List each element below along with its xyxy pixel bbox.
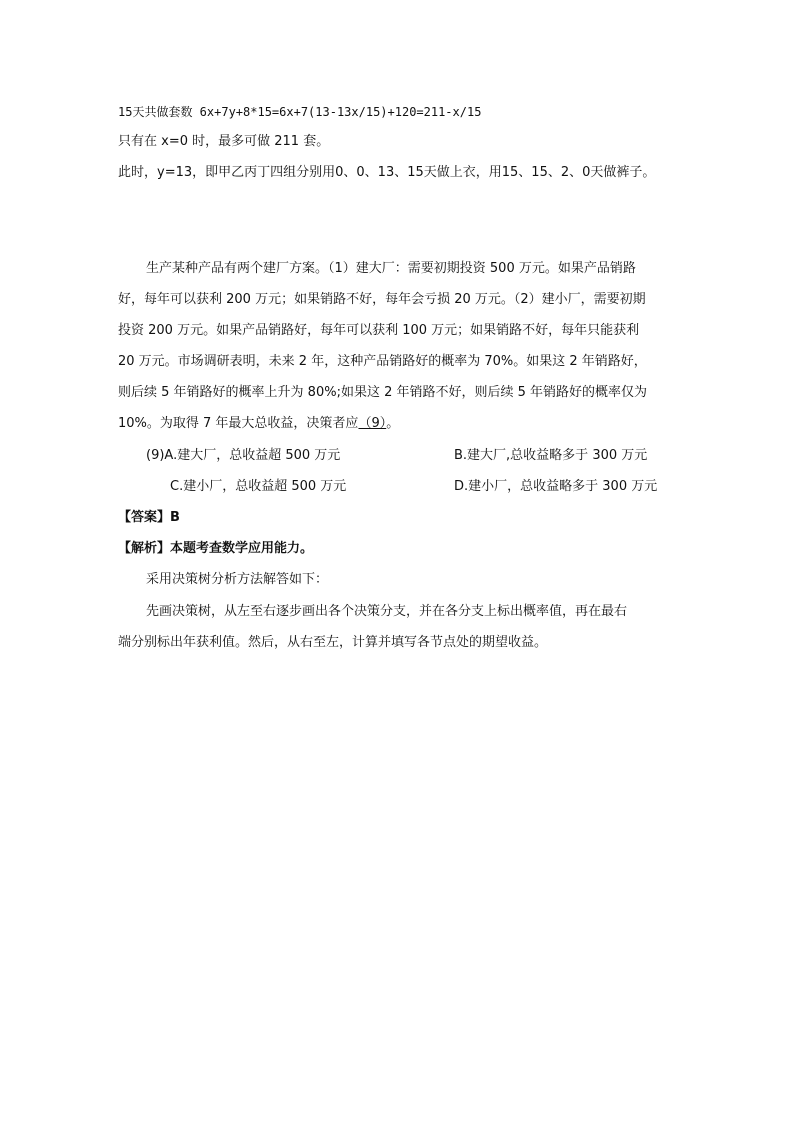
answer-value: B xyxy=(170,510,180,525)
answer-line xyxy=(118,509,180,527)
solution-line-3: 此时，y=13，即甲乙丙丁四组分别用0、0、13、15天做上衣，用15、15、2、0天做裤子。 xyxy=(118,165,656,180)
problem-line-3: 投资 200 万元。如果产品销路好，每年可以获利 100 万元；如果销路不好，每年只能获利 xyxy=(118,323,640,338)
option-b: B.建大厂,总收益略多于 300 万元 xyxy=(454,448,648,463)
solution-line-1: 15天共做套数 6x+7y+8*15=6x+7(13-13x/15)+120=211-x/15 xyxy=(118,105,482,119)
option-d: D.建小厂，总收益略多于 300 万元 xyxy=(454,479,658,494)
analysis-label: 【解析】 xyxy=(118,541,171,556)
problem-line-4: 20 万元。市场调研表明，未来 2 年，这种产品销路好的概率为 70%。如果这 2 年销路好， xyxy=(118,354,647,369)
problem-line-2: 好，每年可以获利 200 万元；如果销路不好，每年会亏损 20 万元。（2）建小厂，需要初期 xyxy=(118,292,646,307)
problem-line-1: 生产某种产品有两个建厂方案。（1）建大厂：需要初期投资 500 万元。如果产品销路 xyxy=(146,261,636,276)
analysis-line-3: 端分别标出年获利值。然后，从右至左，计算并填写各节点处的期望收益。 xyxy=(118,635,548,650)
analysis-heading xyxy=(118,540,313,558)
answer-label: 【答案】 xyxy=(118,510,171,525)
problem-line-6-suffix: 。 xyxy=(386,416,400,431)
problem-line-6 xyxy=(118,415,399,433)
solution-line-2: 只有在 x=0 时，最多可做 211 套。 xyxy=(118,134,330,149)
analysis-title: 本题考查数学应用能力。 xyxy=(170,541,314,556)
option-a: (9)A.建大厂，总收益超 500 万元 xyxy=(146,448,341,463)
analysis-line-2: 先画决策树，从左至右逐步画出各个决策分支，并在各分支上标出概率值，再在最右 xyxy=(146,604,628,619)
problem-line-6-prefix: 10%。为取得 7 年最大总收益，决策者应 xyxy=(118,416,359,431)
option-c: C.建小厂，总收益超 500 万元 xyxy=(170,479,347,494)
answer-blank: （9） xyxy=(358,416,387,431)
analysis-line-1: 采用决策树分析方法解答如下： xyxy=(146,572,329,587)
problem-line-5: 则后续 5 年销路好的概率上升为 80%;如果这 2 年销路不好，则后续 5 年销路好的概率仅为 xyxy=(118,385,648,400)
